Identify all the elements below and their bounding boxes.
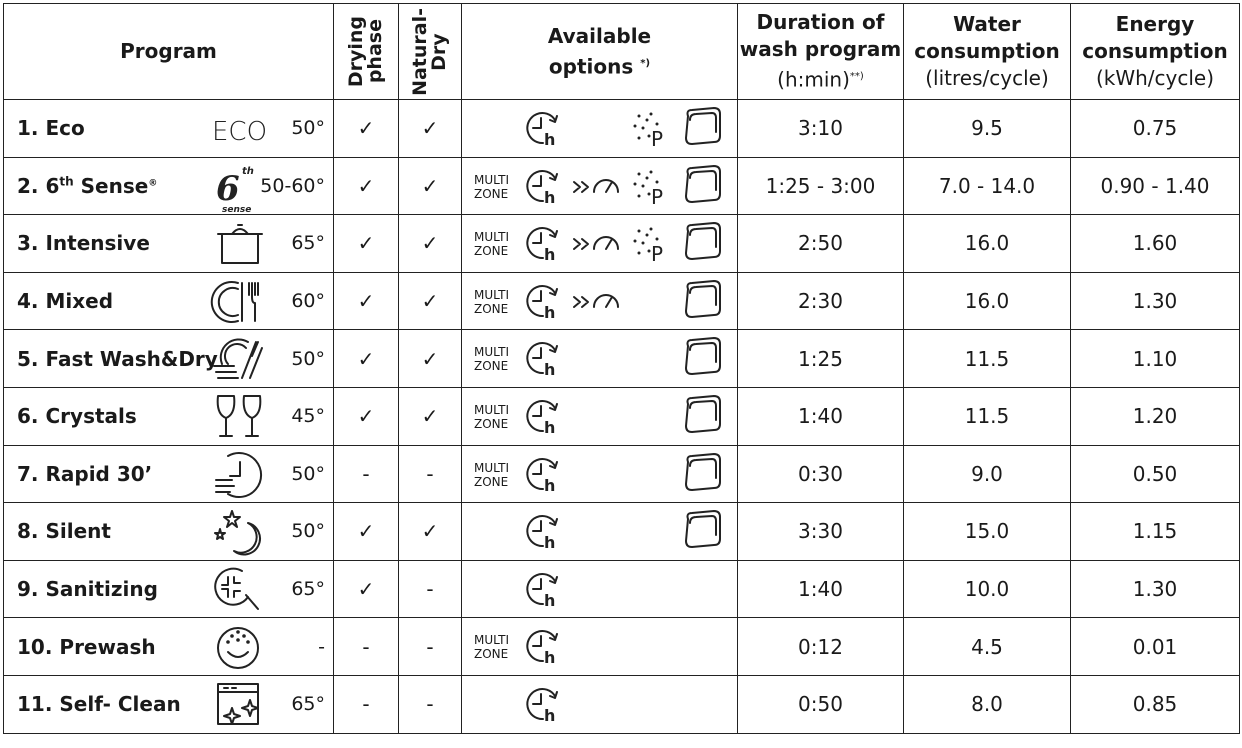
options-cell (462, 272, 738, 330)
tablet-icon (682, 164, 724, 211)
svg-text:ECO: ECO (212, 117, 268, 147)
multizone-icon: MULTI ZONE (474, 287, 510, 316)
tablet-icon (682, 336, 724, 383)
water-cell: 11.5 (904, 387, 1071, 445)
tablet-icon (682, 394, 724, 441)
self-clean-icon (212, 680, 266, 728)
svg-text:sense: sense (222, 204, 252, 215)
sixth-sense-icon (212, 162, 266, 215)
program-temperature: 50° (291, 347, 325, 370)
natural-dry-cell: ✓ (399, 157, 462, 215)
header-available-options: Available options *) (462, 4, 738, 100)
energy-cell: 1.30 (1071, 272, 1240, 330)
drying-phase-cell: ✓ (334, 100, 399, 158)
options-cell (462, 387, 738, 445)
turbo-icon (572, 229, 622, 262)
svg-text:h: h (544, 705, 556, 725)
header-drying-phase: Drying phase (334, 4, 399, 100)
duration-cell: 1:25 (738, 330, 904, 388)
svg-text:h: h (544, 533, 556, 553)
water-cell: 11.5 (904, 330, 1071, 388)
water-cell: 15.0 (904, 503, 1071, 561)
tablet-icon (682, 106, 724, 153)
header-energy: Energy consumption (kWh/cycle) (1071, 4, 1240, 100)
program-cell (4, 675, 334, 733)
duration-cell: 0:12 (738, 618, 904, 676)
natural-dry-cell: - (399, 618, 462, 676)
pot-icon (212, 219, 266, 267)
delay-start-icon (525, 398, 563, 441)
program-temperature: 50-60° (260, 174, 325, 197)
svg-text:h: h (544, 590, 556, 610)
options-cell (462, 675, 738, 733)
tablet-p-icon (631, 168, 671, 211)
program-temperature: 45° (291, 405, 325, 428)
water-cell: 8.0 (904, 675, 1071, 733)
energy-cell: 0.85 (1071, 675, 1240, 733)
table-row (4, 330, 1240, 388)
water-cell: 16.0 (904, 215, 1071, 273)
table-row (4, 157, 1240, 215)
water-cell: 4.5 (904, 618, 1071, 676)
energy-cell: 1.15 (1071, 503, 1240, 561)
moon-stars-icon (212, 507, 266, 555)
svg-text:6: 6 (216, 168, 240, 209)
program-temperature: 65° (291, 232, 325, 255)
program-name: 7. Rapid 30’ (17, 461, 153, 486)
drying-phase-cell: ✓ (334, 215, 399, 273)
program-name: 10. Prewash (17, 634, 156, 659)
program-temperature: 50° (291, 117, 325, 140)
program-table (3, 3, 1240, 734)
program-cell (4, 157, 334, 215)
water-cell: 9.0 (904, 445, 1071, 503)
program-name: 5. Fast Wash&Dry (17, 346, 218, 371)
svg-text:P: P (651, 184, 664, 209)
svg-text:P: P (651, 242, 664, 267)
natural-dry-cell: ✓ (399, 100, 462, 158)
fast-wash-icon (212, 334, 266, 382)
header-water: Water consumption (litres/cycle) (904, 4, 1071, 100)
water-cell: 10.0 (904, 560, 1071, 618)
options-cell (462, 560, 738, 618)
drying-phase-cell: ✓ (334, 503, 399, 561)
program-cell (4, 100, 334, 158)
natural-dry-cell: ✓ (399, 330, 462, 388)
program-name: 6. Crystals (17, 404, 137, 429)
delay-start-icon (525, 340, 563, 383)
energy-cell: 1.10 (1071, 330, 1240, 388)
energy-cell: 1.20 (1071, 387, 1240, 445)
program-cell (4, 215, 334, 273)
duration-cell: 1:40 (738, 560, 904, 618)
program-cell (4, 272, 334, 330)
table-row (4, 675, 1240, 733)
multizone-icon: MULTI ZONE (474, 633, 510, 662)
glasses-icon (212, 392, 266, 440)
program-cell (4, 560, 334, 618)
tablet-p-icon (631, 225, 671, 268)
program-temperature: - (318, 635, 325, 658)
table-row (4, 272, 1240, 330)
table-row (4, 503, 1240, 561)
plate-cutlery-icon (212, 277, 266, 325)
delay-start-icon (525, 513, 563, 556)
energy-cell: 0.01 (1071, 618, 1240, 676)
program-cell (4, 503, 334, 561)
program-name: 8. Silent (17, 519, 111, 544)
drying-phase-cell: - (334, 445, 399, 503)
header-row (4, 4, 1240, 100)
program-temperature: 65° (291, 578, 325, 601)
natural-dry-cell: - (399, 675, 462, 733)
table-row (4, 100, 1240, 158)
water-cell: 9.5 (904, 100, 1071, 158)
program-name: 3. Intensive (17, 231, 150, 256)
drying-phase-cell: - (334, 618, 399, 676)
drying-phase-cell: ✓ (334, 387, 399, 445)
program-temperature: 60° (291, 290, 325, 313)
table-row (4, 445, 1240, 503)
table-row (4, 387, 1240, 445)
duration-cell: 3:30 (738, 503, 904, 561)
svg-text:h: h (544, 130, 556, 149)
header-program: Program (4, 4, 334, 100)
delay-start-icon (525, 456, 563, 499)
svg-text:h: h (544, 187, 556, 207)
program-cell (4, 445, 334, 503)
program-name: 2. 6th Sense® (17, 173, 158, 198)
program-name: 11. Self- Clean (17, 692, 181, 717)
natural-dry-cell: ✓ (399, 387, 462, 445)
program-name: 1. Eco (17, 116, 85, 141)
program-name: 9. Sanitizing (17, 577, 158, 602)
svg-text:h: h (544, 302, 556, 322)
duration-cell: 3:10 (738, 100, 904, 158)
energy-cell: 0.75 (1071, 100, 1240, 158)
options-cell (462, 618, 738, 676)
program-cell (4, 330, 334, 388)
delay-start-icon (525, 686, 563, 729)
program-temperature: 65° (291, 693, 325, 716)
tablet-icon (682, 509, 724, 556)
natural-dry-cell: - (399, 445, 462, 503)
svg-text:h: h (544, 245, 556, 265)
options-cell (462, 445, 738, 503)
drying-phase-cell: ✓ (334, 330, 399, 388)
multizone-icon: MULTI ZONE (474, 345, 510, 374)
program-cell (4, 618, 334, 676)
tablet-icon (682, 221, 724, 268)
water-cell: 16.0 (904, 272, 1071, 330)
duration-cell: 2:30 (738, 272, 904, 330)
svg-text:P: P (651, 127, 664, 151)
eco-icon (212, 104, 266, 152)
energy-cell: 1.60 (1071, 215, 1240, 273)
drying-phase-cell: ✓ (334, 272, 399, 330)
svg-text:h: h (544, 648, 556, 668)
tablet-icon (682, 452, 724, 499)
delay-start-icon (525, 225, 563, 268)
table-row (4, 215, 1240, 273)
multizone-icon: MULTI ZONE (474, 172, 510, 201)
multizone-icon: MULTI ZONE (474, 402, 510, 431)
options-cell (462, 100, 738, 158)
prewash-icon (212, 622, 266, 670)
options-cell (462, 157, 738, 215)
energy-cell: 0.90 - 1.40 (1071, 157, 1240, 215)
svg-text:h: h (544, 417, 556, 437)
program-temperature: 50° (291, 520, 325, 543)
delay-start-icon (525, 283, 563, 326)
svg-text:h: h (544, 475, 556, 495)
header-natural-dry: Natural- Dry (399, 4, 462, 100)
tablet-p-icon (631, 110, 671, 153)
header-duration: Duration of wash program (h:min)**) (738, 4, 904, 100)
duration-cell: 1:40 (738, 387, 904, 445)
options-cell (462, 503, 738, 561)
delay-start-icon (525, 628, 563, 671)
program-cell (4, 387, 334, 445)
energy-cell: 1.30 (1071, 560, 1240, 618)
turbo-icon (572, 287, 622, 320)
sanitizing-icon (212, 565, 266, 613)
svg-text:h: h (544, 360, 556, 380)
duration-cell: 2:50 (738, 215, 904, 273)
options-cell (462, 330, 738, 388)
program-temperature: 50° (291, 462, 325, 485)
rapid-icon (212, 450, 266, 498)
multizone-icon: MULTI ZONE (474, 460, 510, 489)
delay-start-icon (525, 571, 563, 614)
tablet-icon (682, 279, 724, 326)
svg-text:th: th (242, 165, 254, 177)
multizone-icon: MULTI ZONE (474, 230, 510, 259)
natural-dry-cell: ✓ (399, 272, 462, 330)
table-row (4, 618, 1240, 676)
options-cell (462, 215, 738, 273)
water-cell: 7.0 - 14.0 (904, 157, 1071, 215)
drying-phase-cell: ✓ (334, 560, 399, 618)
delay-start-icon (525, 110, 563, 153)
natural-dry-cell: ✓ (399, 503, 462, 561)
natural-dry-cell: - (399, 560, 462, 618)
duration-cell: 0:50 (738, 675, 904, 733)
turbo-icon (572, 172, 622, 205)
delay-start-icon (525, 168, 563, 211)
drying-phase-cell: ✓ (334, 157, 399, 215)
duration-cell: 1:25 - 3:00 (738, 157, 904, 215)
energy-cell: 0.50 (1071, 445, 1240, 503)
program-name: 4. Mixed (17, 289, 114, 314)
duration-cell: 0:30 (738, 445, 904, 503)
table-row (4, 560, 1240, 618)
drying-phase-cell: - (334, 675, 399, 733)
natural-dry-cell: ✓ (399, 215, 462, 273)
